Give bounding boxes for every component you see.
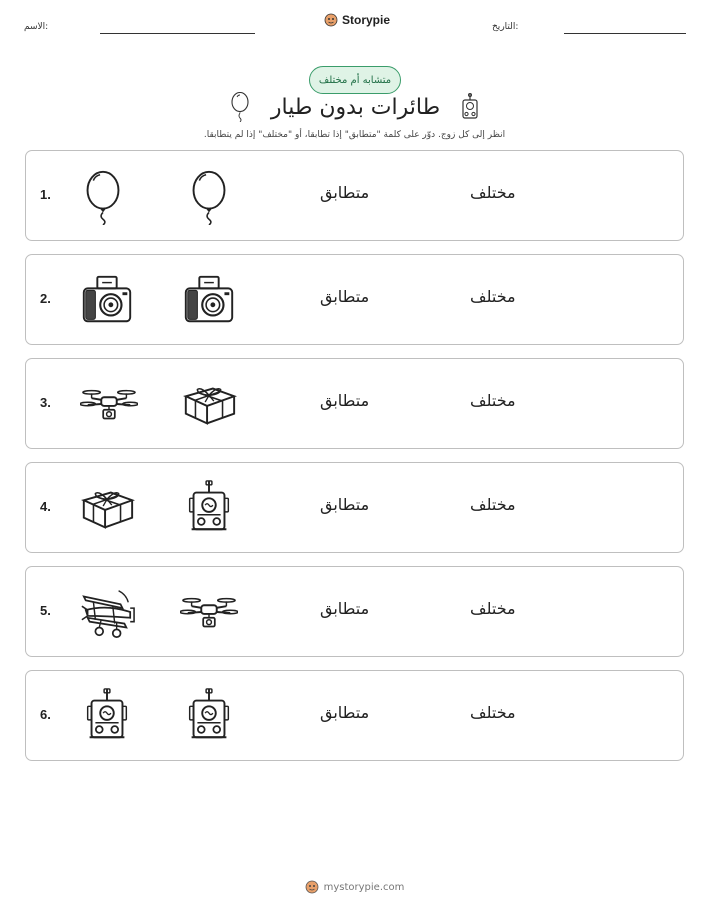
same-option[interactable]: متطابق — [320, 391, 370, 410]
title-row — [0, 92, 709, 122]
instructions: انظر إلى كل زوج. دوّر على كلمة "متطابق" إذا تطابقا، أو "مختلف" إذا لم يتطابقا. — [203, 130, 506, 140]
question-row-3 — [25, 358, 684, 449]
question-number: 3. — [40, 395, 51, 410]
different-option[interactable]: مختلف — [470, 599, 516, 618]
worksheet-type-badge: متشابه أم مختلف — [309, 66, 401, 94]
different-option[interactable]: مختلف — [470, 703, 516, 722]
camera-icon — [78, 271, 136, 329]
footer-url[interactable]: mystorypie.com — [323, 881, 405, 893]
same-option[interactable]: متطابق — [320, 183, 370, 202]
storypie-mascot-icon — [305, 880, 319, 894]
question-number: 6. — [40, 707, 51, 722]
question-row-6 — [25, 670, 684, 761]
date-label: التاريخ: — [492, 22, 519, 32]
same-option[interactable]: متطابق — [320, 599, 370, 618]
brand-name: Storypie — [342, 13, 391, 27]
question-row-4 — [25, 462, 684, 553]
page-title: طائرات بدون طيار — [270, 94, 441, 120]
storypie-mascot-icon — [324, 13, 338, 27]
robot-remote-icon — [78, 687, 136, 745]
robot-remote-icon — [180, 687, 238, 745]
question-number: 4. — [40, 499, 51, 514]
camera-icon — [180, 271, 238, 329]
question-row-2 — [25, 254, 684, 345]
same-option[interactable]: متطابق — [320, 703, 370, 722]
question-number: 2. — [40, 291, 51, 306]
question-number: 1. — [40, 187, 51, 202]
balloon-icon — [229, 92, 251, 122]
question-number: 5. — [40, 603, 51, 618]
name-line[interactable] — [100, 33, 255, 34]
different-option[interactable]: مختلف — [470, 391, 516, 410]
balloon-icon — [180, 167, 238, 225]
same-option[interactable]: متطابق — [320, 495, 370, 514]
date-line[interactable] — [564, 33, 686, 34]
biplane-icon — [78, 583, 136, 641]
drone-icon — [180, 583, 238, 641]
footer — [0, 880, 709, 894]
different-option[interactable]: مختلف — [470, 495, 516, 514]
question-row-5 — [25, 566, 684, 657]
question-row-1 — [25, 150, 684, 241]
drone-icon — [80, 375, 138, 433]
name-label: الاسم: — [24, 22, 49, 32]
gift-box-icon — [180, 375, 238, 433]
gift-box-icon — [78, 479, 136, 537]
different-option[interactable]: مختلف — [470, 183, 516, 202]
brand-logo — [324, 13, 390, 27]
balloon-icon — [74, 167, 132, 225]
robot-remote-icon — [180, 479, 238, 537]
same-option[interactable]: متطابق — [320, 287, 370, 306]
robot-remote-icon — [460, 93, 480, 121]
different-option[interactable]: مختلف — [470, 287, 516, 306]
